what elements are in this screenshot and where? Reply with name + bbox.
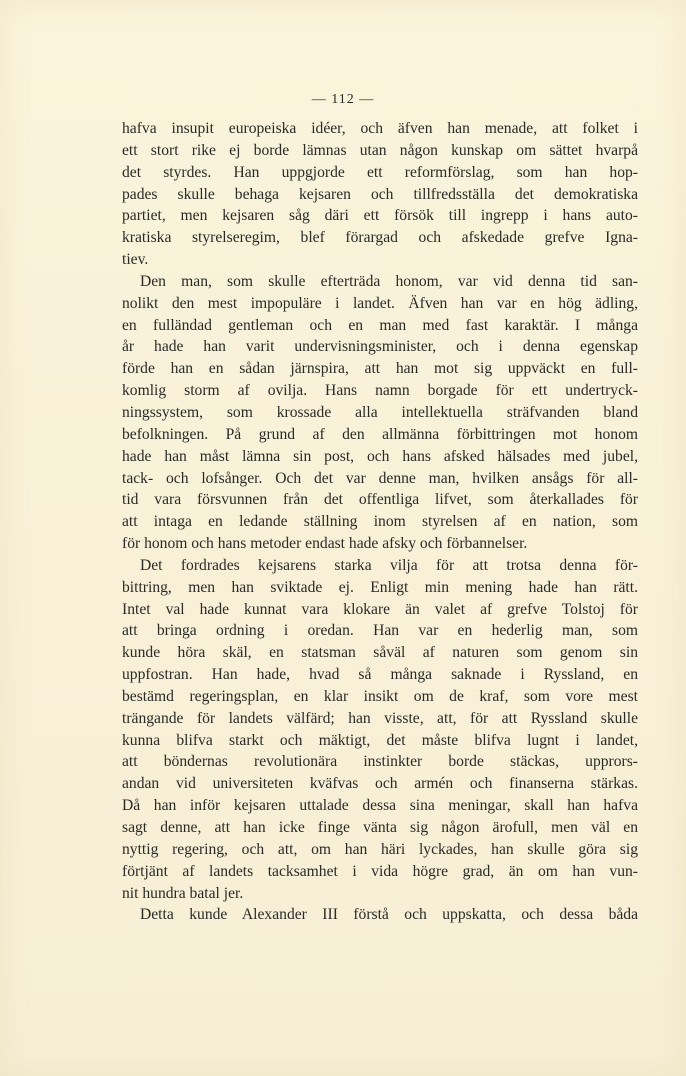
text-line: bestämd regeringsplan, en klar insikt om de kraf, som vore mest: [122, 687, 638, 705]
text-line: andan vid universiteten kväfvas och armén och finanserna stärkas.: [122, 775, 638, 793]
text-line: nolikt den mest impopuläre i landet. Äfven han var en hög ädling,: [122, 294, 638, 312]
text-line: en fulländad gentleman och en man med fast karaktär. I många: [122, 316, 638, 334]
text-line: partiet, men kejsaren såg däri ett försök till ingrepp i hans auto-: [122, 207, 638, 225]
text-line: det styrdes. Han uppgjorde ett reformförslag, som han hop-: [122, 163, 638, 181]
body-text: [122, 118, 638, 926]
text-line: nit hundra batal jer.: [122, 884, 244, 902]
text-line: ett stort rike ej borde lämnas utan någon kunskap om sättet hvarpå: [122, 141, 638, 159]
text-line: förtjänt af landets tacksamhet i vida högre grad, än om han vun-: [122, 862, 638, 880]
text-line: Det fordrades kejsarens starka vilja för att trotsa denna för-: [140, 556, 638, 574]
text-line: kunna blifva starkt och mäktigt, det måste blifva lugnt i landet,: [122, 731, 638, 749]
text-line: trängande för landets välfärd; han visste, att, för att Ryssland skulle: [122, 709, 638, 727]
text-line: Detta kunde Alexander III förstå och uppskatta, och dessa båda: [140, 906, 638, 924]
page-number-header: — 112 —: [311, 92, 375, 107]
text-line: för honom och hans metoder endast hade afsky och förbannelser.: [122, 535, 528, 553]
text-line: kratiska styrelseregim, blef förargad och afskedade grefve Igna-: [122, 229, 638, 247]
text-line: Då han inför kejsaren uttalade dessa sina meningar, skall han hafva: [122, 797, 638, 815]
text-line: ningssystem, som krossade alla intellektuella sträfvanden bland: [122, 403, 638, 421]
text-line: nyttig regering, och att, om han häri lyckades, han skulle göra sig: [122, 840, 638, 858]
text-line: hade han måst lämna sin post, och hans afsked hälsades med jubel,: [122, 447, 638, 465]
text-line: tack- och lofsånger. Och det var denne man, hvilken ansågs för all-: [122, 469, 638, 487]
text-line: att böndernas revolutionära instinkter borde stäckas, upprors-: [122, 753, 638, 771]
text-line: att intaga en ledande ställning inom styrelsen af en nation, som: [122, 513, 638, 531]
text-line: att bringa ordning i oredan. Han var en hederlig man, som: [122, 622, 638, 640]
text-line: pades skulle behaga kejsaren och tillfredsställa det demokratiska: [122, 185, 638, 203]
text-line: tid vara försvunnen från det offentliga lifvet, som återkallades för: [122, 491, 638, 509]
text-line: hafva insupit europeiska idéer, och äfven han menade, att folket i: [122, 120, 638, 137]
text-line: Den man, som skulle efterträda honom, var vid denna tid san-: [140, 272, 638, 290]
text-line: Intet val hade kunnat vara klokare än valet af grefve Tolstoj för: [122, 600, 638, 618]
text-line: tiev.: [122, 251, 149, 269]
text-line: förde han en sådan järnspira, att han mot sig uppväckt en full-: [122, 360, 638, 378]
text-line: sagt denne, att han icke finge vänta sig någon ärofull, men väl en: [122, 819, 638, 836]
text-line: år hade han varit undervisningsminister, och i denna egenskap: [122, 338, 638, 356]
text-line: kunde höra skäl, en statsman såväl af naturen som genom sin: [122, 644, 638, 662]
text-line: uppfostran. Han hade, hvad så många saknade i Ryssland, en: [122, 666, 638, 684]
text-line: bittring, men han sviktade ej. Enligt min mening hade han rätt.: [122, 578, 638, 596]
text-line: befolkningen. På grund af den allmänna förbittringen mot honom: [122, 425, 638, 443]
text-line: komlig storm af ovilja. Hans namn borgade för ett undertryck-: [122, 382, 638, 400]
